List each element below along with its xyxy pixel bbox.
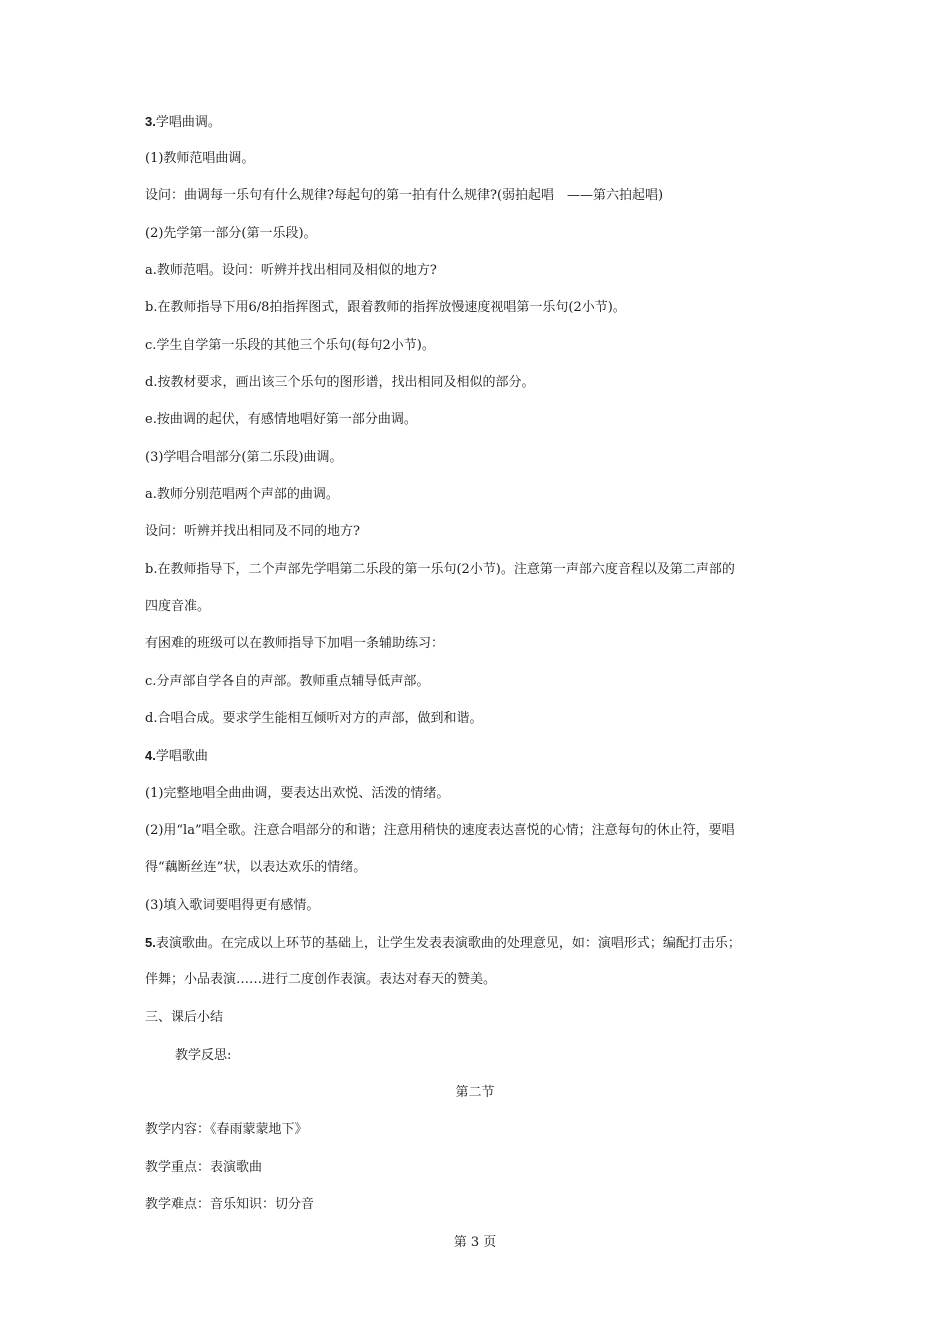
section-heading: 三、课后小结 <box>145 1010 224 1025</box>
paragraph: e.按曲调的起伏，有感情地唱好第一部分曲调。 <box>145 412 417 427</box>
paragraph: c.分声部自学各自的声部。教师重点辅导低声部。 <box>145 674 430 689</box>
section-title: 第二节 <box>455 1085 495 1100</box>
paragraph: (3)学唱合唱部分(第二乐段)曲调。 <box>145 450 343 465</box>
paragraph: 设问：曲调每一乐句有什么规律?每起句的第一拍有什么规律?(弱拍起唱 ——第六拍起唱) <box>145 188 664 203</box>
paragraph: 有困难的班级可以在教师指导下加唱一条辅助练习： <box>145 636 445 651</box>
paragraph: (1)完整地唱全曲曲调，要表达出欢悦、活泼的情绪。 <box>145 786 450 801</box>
teaching-reflection: 教学反思: <box>175 1048 232 1063</box>
heading-step-5: 5.表演歌曲。在完成以上环节的基础上，让学生发表表演歌曲的处理意见，如：演唱形式；编配打击乐； <box>145 935 741 951</box>
heading-step-4: 4.学唱歌曲 <box>145 748 208 764</box>
paragraph: 得“藕断丝连”状，以表达欢乐的情绪。 <box>145 860 367 875</box>
paragraph: (1)教师范唱曲调。 <box>145 151 255 166</box>
heading-step-3: 3.学唱曲调。 <box>145 114 221 130</box>
paragraph: d.按教材要求，画出该三个乐句的图形谱，找出相同及相似的部分。 <box>145 375 535 390</box>
paragraph: (3)填入歌词要唱得更有感情。 <box>145 898 320 913</box>
teaching-difficulty: 教学难点：音乐知识：切分音 <box>145 1197 315 1212</box>
page-footer: 第 3 页 <box>453 1235 497 1250</box>
teaching-key-point: 教学重点：表演歌曲 <box>145 1160 263 1175</box>
paragraph: (2)先学第一部分(第一乐段)。 <box>145 226 317 241</box>
paragraph: b.在教师指导下，二个声部先学唱第二乐段的第一乐句(2小节)。注意第一声部六度音程以及第二声部的 <box>145 562 735 577</box>
paragraph: c.学生自学第一乐段的其他三个乐句(每句2小节)。 <box>145 338 435 353</box>
paragraph: 设问：听辨并找出相同及不同的地方? <box>145 524 360 539</box>
teaching-content: 教学内容：《春雨蒙蒙地下》 <box>145 1122 308 1137</box>
paragraph: a.教师分别范唱两个声部的曲调。 <box>145 487 339 502</box>
paragraph: 四度音准。 <box>145 599 211 614</box>
paragraph: b.在教师指导下用6/8拍指挥图式，跟着教师的指挥放慢速度视唱第一乐句(2小节)。 <box>145 300 626 315</box>
paragraph: 伴舞；小品表演……进行二度创作表演。表达对春天的赞美。 <box>145 972 497 987</box>
paragraph: (2)用“la”唱全歌。注意合唱部分的和谐；注意用稍快的速度表达喜悦的心情；注意每句的休止符，要唱 <box>145 823 735 838</box>
paragraph: a.教师范唱。设问：听辨并找出相同及相似的地方? <box>145 263 437 278</box>
paragraph: d.合唱合成。要求学生能相互倾听对方的声部，做到和谐。 <box>145 711 483 726</box>
